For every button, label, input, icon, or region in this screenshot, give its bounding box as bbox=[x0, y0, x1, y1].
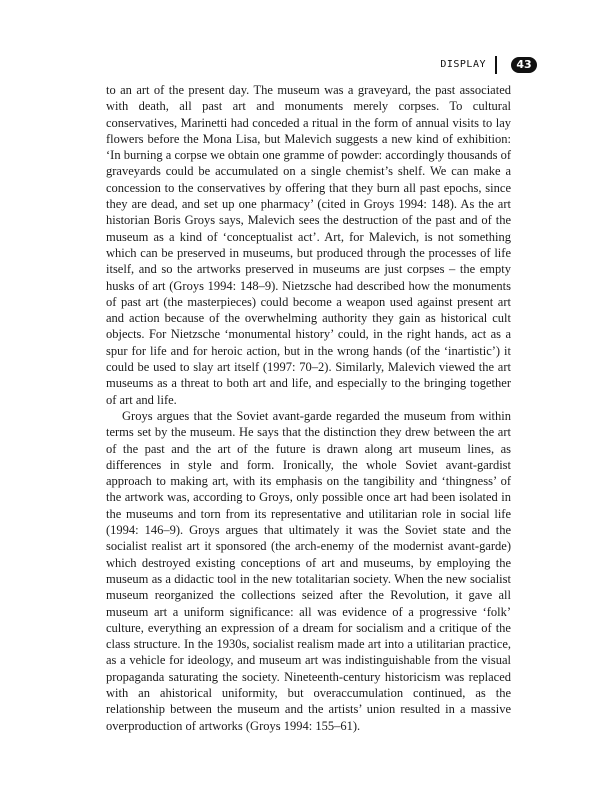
paragraph: Groys argues that the Soviet avant-garde regarded the museum from within terms set by the museum. He says that the distinction they drew between the art of the past and the art of the future is drawn along art museum lines, as differences in style and form. Ironically, the whole Soviet avant-gardist approach to making art, with its emphasis on the tangibility and ‘thingness’ of the artwork was, according to Groys, only possible once art had been isolated in the museums and torn from its representative and utilitarian role in social life (1994: 146–9). Groys argues that ultimately it was the Soviet state and the socialist realist art it sponsored (the arch-enemy of the modernist avant-garde) which destroyed existing conceptions of art and museums, by employing the museum as a didactic tool in the new totalitarian society. When the new socialist museum reorganized the collections seized after the Revolution, it gave all museum art a uniform significance: all was evidence of a progressive ‘folk’ culture, everything an expression of a dream for socialism and a critique of the class structure. In the 1930s, socialist realism made art into a utilitarian practice, as a vehicle for ideology, and museum art was indistinguishable from the visual propaganda saturating the society. Nineteenth-century historicism was replaced with an ahistorical uniformity, but overaccumulation continued, as the relationship between the museum and the artists’ union resulted in a massive overproduction of artworks (Groys 1994: 155–61). bbox=[106, 408, 511, 733]
body-text bbox=[106, 82, 511, 734]
paragraph: to an art of the present day. The museum was a graveyard, the past associated with death, all past art and monuments merely corpses. To cultural conservatives, Marinetti had conceded a ritual in the form of annual visits to lay flowers before the Mona Lisa, but Malevich suggests a new kind of exhibition: ‘In burning a corpse we obtain one gramme of powder: accordingly thousands of graveyards could be accumulated on a single chemist’s shelf. We can make a concession to the conservatives by offering that they burn all past epochs, since they are dead, and set up one pharmacy’ (cited in Groys 1994: 148). As the art historian Boris Groys says, Malevich sees the destruction of the past and of the museum as a kind of ‘conceptualist act’. Art, for Malevich, is not something which can be preserved in museums, but produced through the processes of life itself, and so the artworks preserved in museums are just corpses – the empty husks of art (Groys 1994: 148–9). Nietzsche had described how the monuments of past art (the masterpieces) could become a weapon used against present art and action because of the overwhelming authority they gain as historical cult objects. For Nietzsche ‘monumental history’ could, in the right hands, act as a spur for life and for heroic action, but in the wrong hands (of the ‘inartistic’) it could be used to slay art itself (1997: 70–2). Similarly, Malevich viewed the art museums as a threat to both art and life, and especially to the bringing together of art and life. bbox=[106, 83, 511, 407]
header-rule bbox=[495, 56, 497, 74]
page-number: 43 bbox=[511, 57, 537, 73]
running-head: DISPLAY bbox=[440, 59, 486, 70]
page-header bbox=[400, 56, 540, 78]
